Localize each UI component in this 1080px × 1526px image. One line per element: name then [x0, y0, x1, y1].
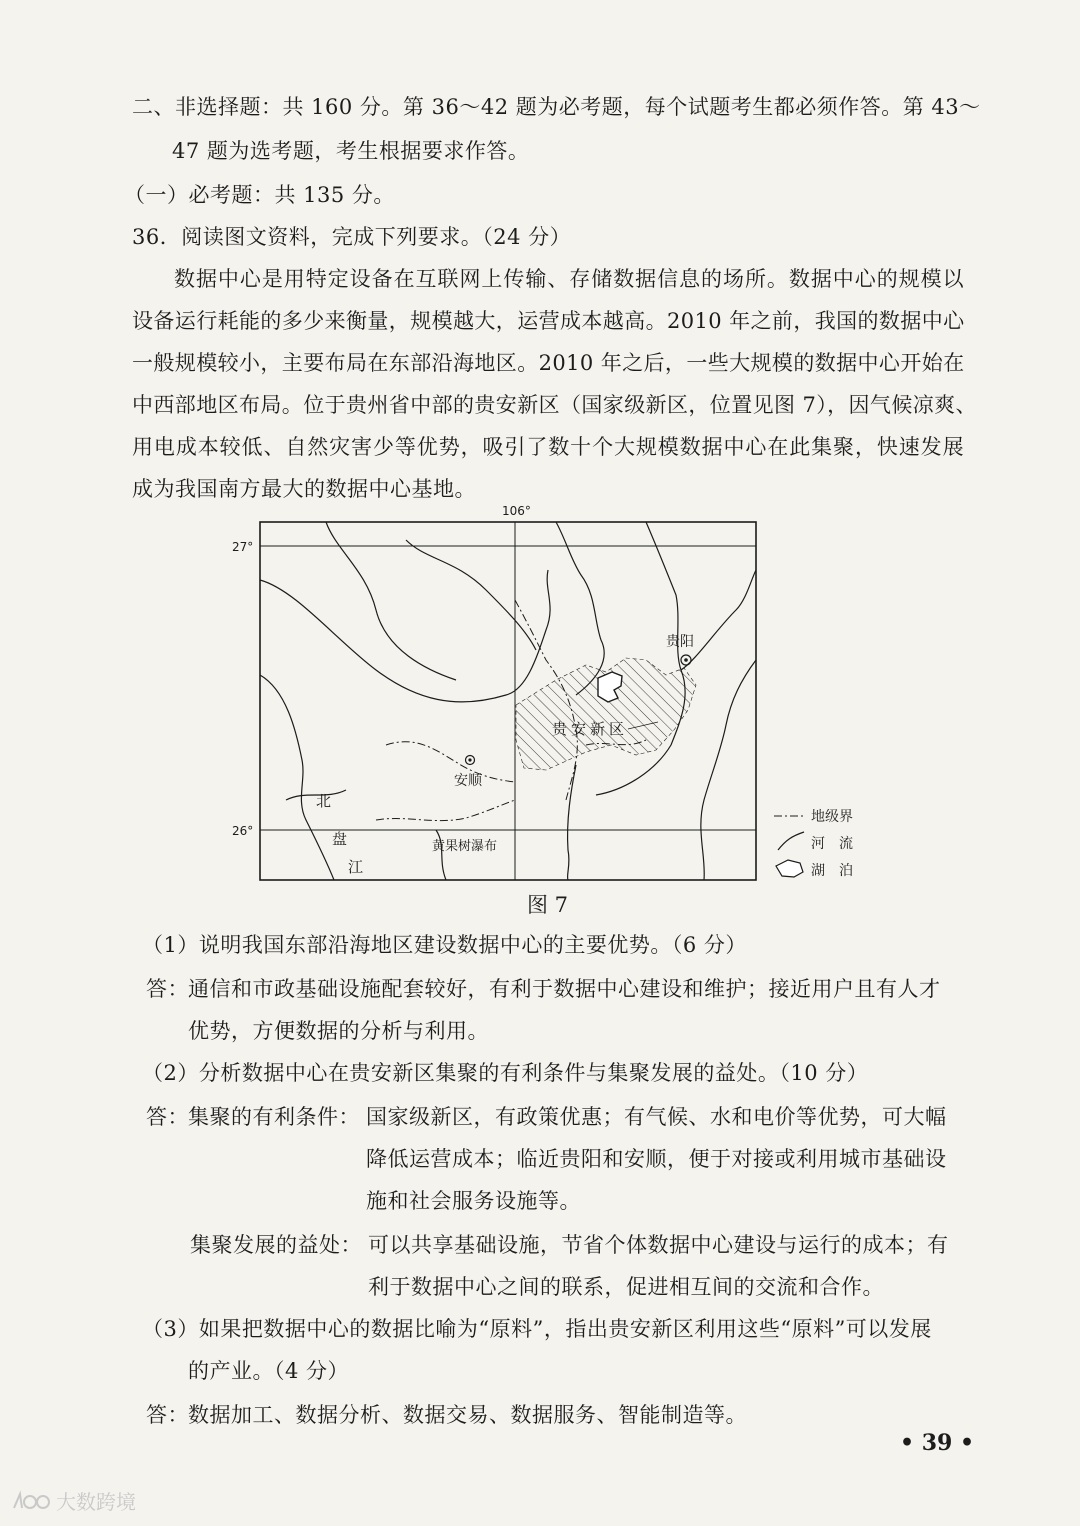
- q3-prompt: 的产业。（4 分）: [188, 1359, 350, 1383]
- legend-boundary-label: 地级界: [811, 809, 853, 825]
- legend-river-label: 河 流: [811, 836, 853, 852]
- question-stem: 36．阅读图文资料，完成下列要求。（24 分）: [132, 225, 572, 249]
- watermark-logo-icon: [10, 1490, 52, 1514]
- section-heading-line2: 47 题为选考题，考生根据要求作答。: [172, 139, 530, 163]
- passage-line: 成为我国南方最大的数据中心基地。: [132, 477, 476, 501]
- section-subheading: （一）必考题：共 135 分。: [124, 183, 395, 207]
- passage-line: 数据中心是用特定设备在互联网上传输、存储数据信息的场所。数据中心的规模以: [174, 267, 964, 291]
- q2-benefit-label: 集聚发展的益处：: [190, 1233, 362, 1257]
- lon-label: 106°: [502, 504, 531, 518]
- q2-benefit-line: 可以共享基础设施，节省个体数据中心建设与运行的成本；有: [368, 1233, 949, 1257]
- map-svg: [226, 500, 876, 890]
- lake-shape: [598, 672, 622, 702]
- q2-condition-line: 国家级新区，有政策优惠；有气候、水和电价等优势，可大幅: [366, 1105, 947, 1129]
- watermark-text: 大数跨境: [56, 1490, 136, 1514]
- q2-benefit-line: 利于数据中心之间的联系，促进相互间的交流和合作。: [368, 1275, 884, 1299]
- legend-lake-symbol: [776, 860, 803, 877]
- beipan-river-char: 北: [316, 792, 332, 810]
- anshun-marker: [466, 756, 475, 765]
- q1-answer-label: 答：: [146, 977, 189, 1001]
- q2-condition-label: 集聚的有利条件：: [188, 1105, 360, 1129]
- legend-lake-label: 湖 泊: [811, 863, 853, 879]
- section-heading-line1: 二、非选择题：共 160 分。第 36～42 题为必考题，每个试题考生都必须作答。第 43～: [132, 95, 981, 119]
- watermark: [10, 1488, 136, 1516]
- q1-answer-line: 通信和市政基础设施配套较好，有利于数据中心建设和维护；接近用户且有人才: [188, 977, 941, 1001]
- passage-line: 一般规模较小，主要布局在东部沿海地区。2010 年之后，一些大规模的数据中心开始在: [132, 351, 965, 375]
- q3-prompt: （3）如果把数据中心的数据比喻为“原料”，指出贵安新区利用这些“原料”可以发展: [142, 1317, 932, 1341]
- legend-river-symbol: [778, 832, 804, 850]
- q3-answer-label: 答：: [146, 1403, 189, 1427]
- q1-answer-line: 优势，方便数据的分析与利用。: [188, 1019, 489, 1043]
- lat-top-label: 27°: [232, 540, 254, 554]
- figure-caption: 图 7: [527, 893, 569, 917]
- guian-district-label: 贵安新区: [552, 720, 629, 738]
- map-legend: [774, 808, 853, 879]
- q2-prompt: （2）分析数据中心在贵安新区集聚的有利条件与集聚发展的益处。（10 分）: [142, 1061, 869, 1085]
- page-number: • 39 •: [900, 1430, 975, 1456]
- anshun-label: 安顺: [454, 773, 482, 789]
- q3-answer: 数据加工、数据分析、数据交易、数据服务、智能制造等。: [188, 1403, 747, 1427]
- q2-answer-label: 答：: [146, 1105, 189, 1129]
- q2-condition-line: 降低运营成本；临近贵阳和安顺，便于对接或利用城市基础设: [366, 1147, 947, 1171]
- guiyang-label: 贵阳: [666, 634, 694, 650]
- passage-line: 设备运行耗能的多少来衡量，规模越大，运营成本越高。2010 年之前，我国的数据中心: [132, 309, 965, 333]
- waterfall-label: 黄果树瀑布: [432, 839, 498, 854]
- q1-prompt: （1）说明我国东部沿海地区建设数据中心的主要优势。（6 分）: [142, 933, 747, 957]
- beipan-river-char: 江: [348, 858, 364, 876]
- passage-line: 中西部地区布局。位于贵州省中部的贵安新区（国家级新区，位置见图 7），因气候凉爽、: [132, 393, 977, 417]
- q2-condition-line: 施和社会服务设施等。: [366, 1189, 581, 1213]
- passage-line: 用电成本较低、自然灾害少等优势，吸引了数十个大规模数据中心在此集聚，快速发展: [132, 435, 964, 459]
- beipan-river-char: 盘: [332, 830, 348, 848]
- lat-bottom-label: 26°: [232, 824, 254, 838]
- figure-7-map: [226, 500, 876, 890]
- guiyang-marker: [681, 655, 691, 665]
